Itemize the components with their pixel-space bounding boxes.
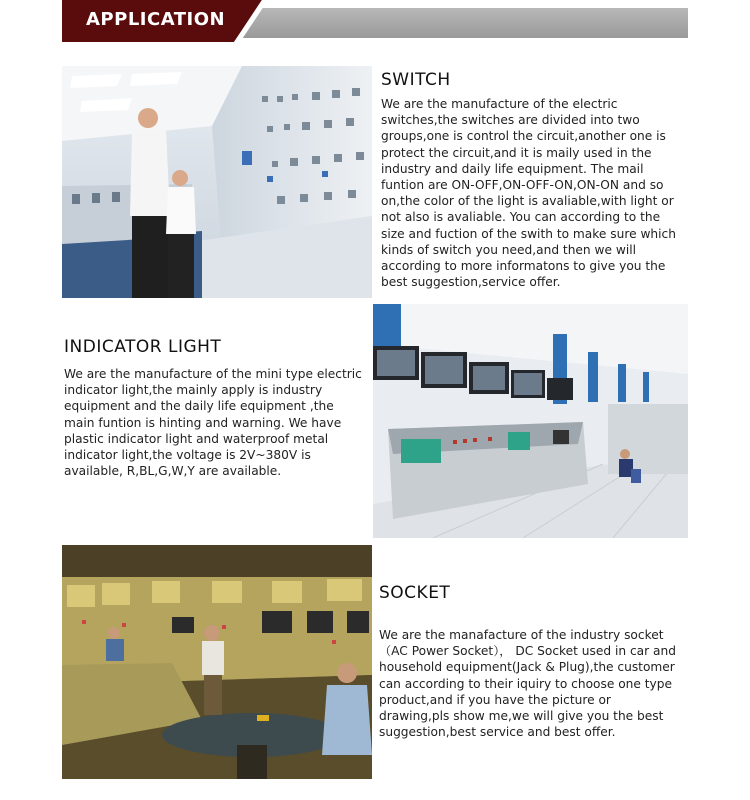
monitoring-room-photo [373, 304, 688, 538]
switch-description: We are the manufacture of the electric switches,the switches are divided into two groups,one is control the circuit,another one is protect the circuit,and it is maily used in the industry and daily life equipment. The mail funtion are ON-OFF,ON-OFF-ON,ON-ON and so on,the color of the light is avaliable,with light or not also is avaliable. You can according to the size and fuction of the swith to make sure which kinds of switch you need,and then we will according to more informatons to give you the best suggestion,service offer. [381, 97, 676, 290]
control-room-photo [62, 66, 372, 298]
switch-title: SWITCH [381, 70, 451, 90]
plant-control-desk-photo [62, 545, 372, 779]
socket-title: SOCKET [379, 583, 451, 603]
banner-title: APPLICATION [86, 9, 226, 30]
socket-description: We are the manafacture of the industry socket（AC Power Socket）， DC Socket used in car and household equipment(Jack & Plug),the customer can according to their iquiry to choose one type product,and if you have the picture or drawing,pls show me,we will give you the best suggestion,best service and best offer. [379, 628, 676, 740]
indicator-light-description: We are the manufacture of the mini type electric indicator light,the mainly apply is industry equipment and the daily life equipment ,the main funtion is hinting and warning. We have plastic indicator light and waterproof metal indicator light,the voltage is 2V~380V is available, R,BL,G,W,Y are available. [64, 367, 362, 479]
application-banner [62, 0, 688, 42]
indicator-light-title: INDICATOR LIGHT [64, 337, 222, 357]
